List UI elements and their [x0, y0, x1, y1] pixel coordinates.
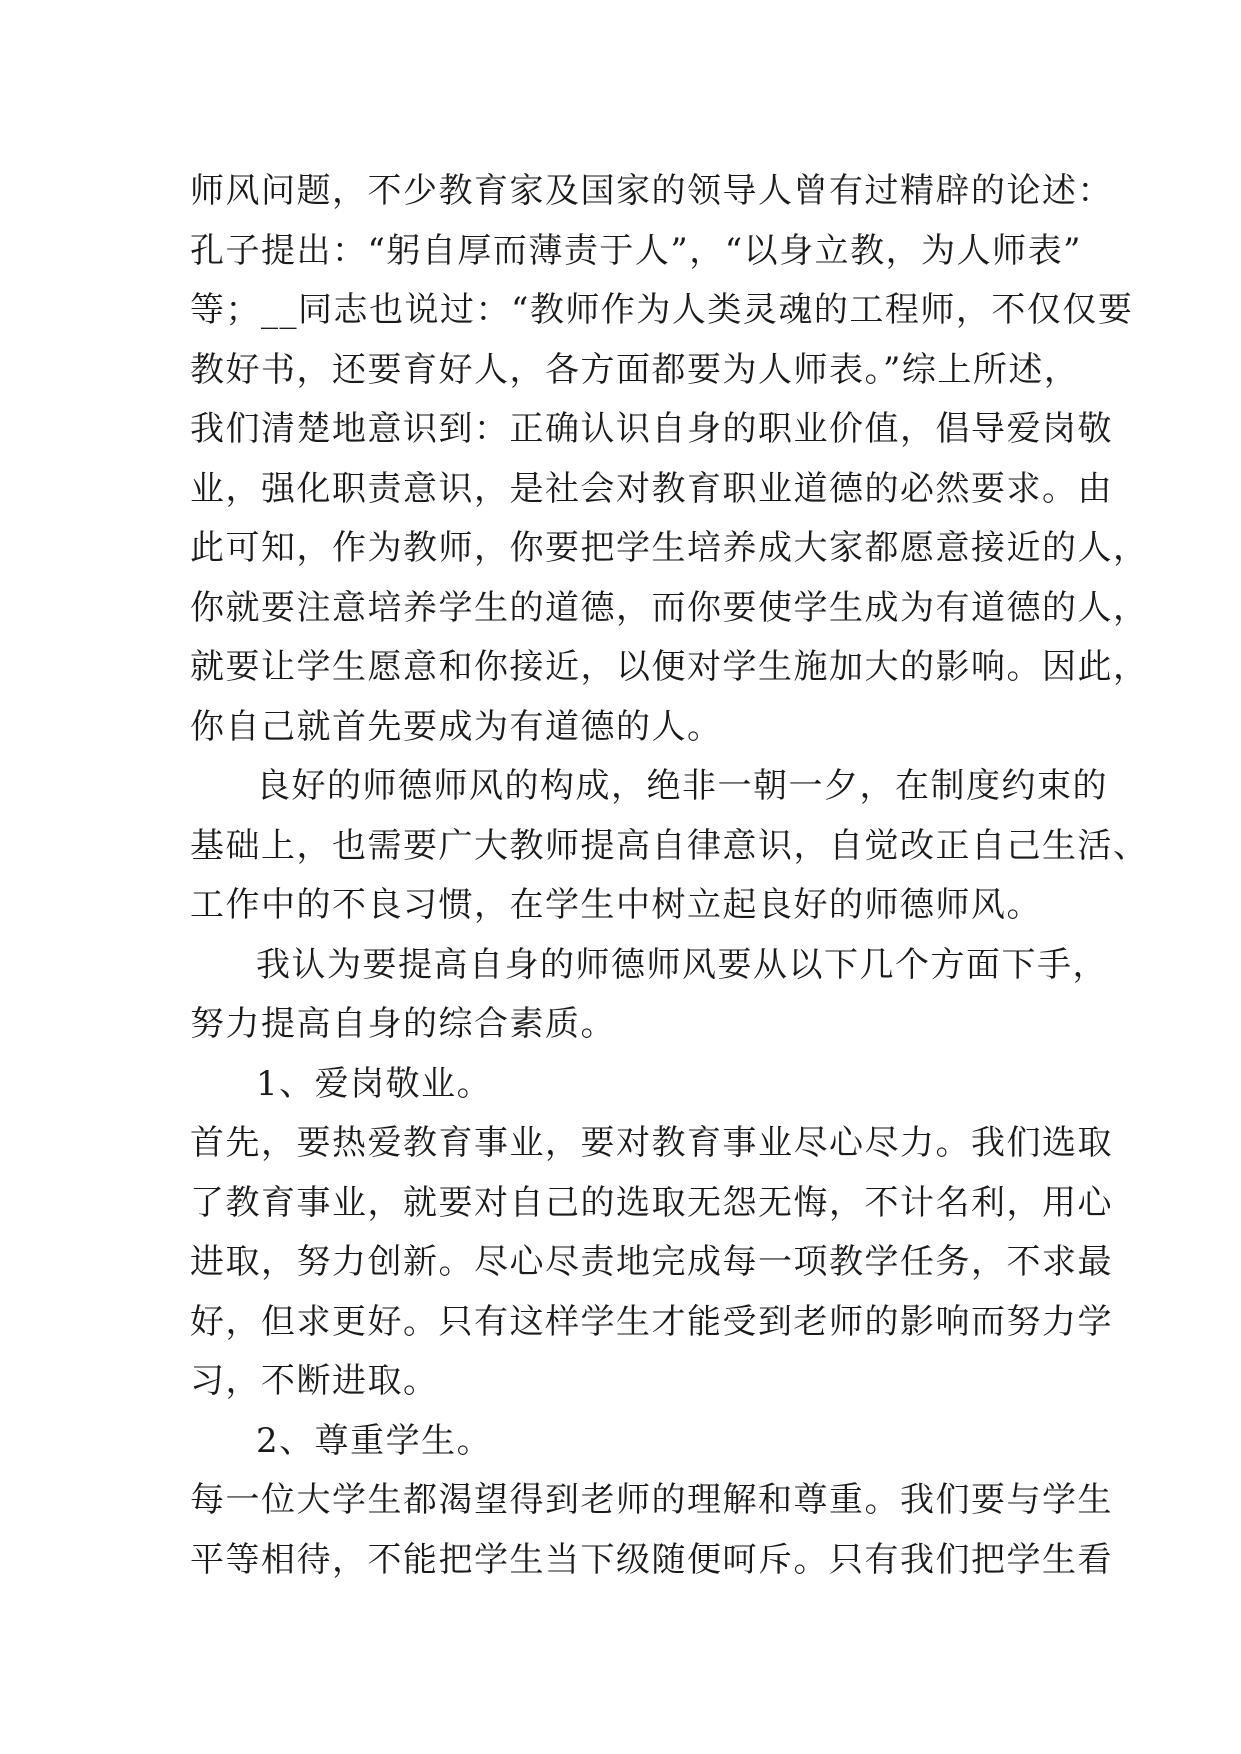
- text-line: 等；__同志也说过：“教师作为人类灵魂的工程师，不仅仅要: [190, 290, 1134, 330]
- text-line: 你自己就首先要成为有道德的人。: [190, 706, 723, 747]
- text-line: 师风问题，不少教育家及国家的领导人曾有过精辟的论述：: [190, 171, 1113, 211]
- text-line: 基础上，也需要广大教师提高自律意识，自觉改正自己生活、: [190, 825, 1149, 866]
- section-heading: 2、尊重学生。: [256, 1420, 493, 1461]
- text-line: 教好书，还要育好人，各方面都要为人师表。”综上所述，: [190, 349, 1080, 390]
- section-heading: 1、爱岗敬业。: [256, 1063, 493, 1104]
- text-line: 努力提高自身的综合素质。: [190, 1004, 616, 1044]
- text-line: 平等相待，不能把学生当下级随便呵斥。只有我们把学生看: [190, 1539, 1113, 1580]
- text-line: 习，不断进取。: [190, 1361, 439, 1401]
- text-line: 首先，要热爱教育事业，要对教育事业尽心尽力。我们选取: [190, 1123, 1113, 1163]
- text-line: 孔子提出：“躬自厚而薄责于人”，“以身立教，为人师表”: [190, 230, 1083, 271]
- text-line: 好，但求更好。只有这样学生才能受到老师的影响而努力学: [190, 1301, 1113, 1342]
- text-line: 就要让学生愿意和你接近，以便对学生施加大的影响。因此，: [190, 647, 1149, 687]
- text-line: 我们清楚地意识到：正确认识自身的职业价值，倡导爱岗敬: [190, 409, 1113, 449]
- text-line: 你就要注意培养学生的道德，而你要使学生成为有道德的人，: [190, 587, 1149, 628]
- text-line: 此可知，作为教师，你要把学生培养成大家都愿意接近的人，: [190, 528, 1149, 568]
- text-line: 工作中的不良习惯，在学生中树立起良好的师德师风。: [190, 885, 1042, 925]
- text-line: 良好的师德师风的构成，绝非一朝一夕，在制度约束的: [256, 766, 1108, 806]
- text-line: 业，强化职责意识，是社会对教育职业道德的必然要求。由: [190, 468, 1113, 509]
- text-line: 我认为要提高自身的师德师风要从以下几个方面下手，: [256, 944, 1108, 985]
- text-line: 每一位大学生都渴望得到老师的理解和尊重。我们要与学生: [190, 1480, 1113, 1520]
- document-body: [190, 162, 1149, 1590]
- text-line: 进取，努力创新。尽心尽责地完成每一项教学任务，不求最: [190, 1242, 1113, 1282]
- text-line: 了教育事业，就要对自己的选取无怨无悔，不计名利，用心: [190, 1182, 1113, 1223]
